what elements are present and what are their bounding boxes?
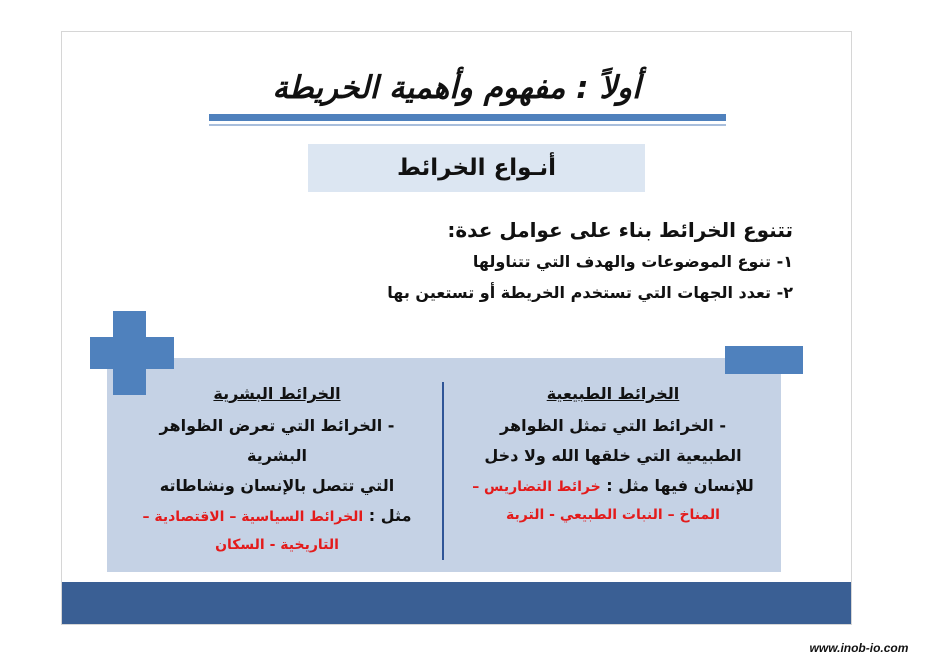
minus-decoration: [725, 346, 803, 374]
human-maps-heading: الخرائط البشرية: [213, 384, 341, 403]
intro-section: [293, 218, 793, 308]
title-underline-thin: [209, 124, 726, 126]
subtitle-box: [308, 144, 645, 192]
title-underline-bar: [209, 114, 726, 121]
human-maps-example-1: الخرائط السياسية – الاقتصادية –: [142, 509, 364, 525]
natural-maps-line-3: [463, 471, 763, 501]
human-maps-example-2: التاريخية - السكان: [215, 537, 339, 553]
natural-maps-heading: الخرائط الطبيعية: [546, 384, 680, 403]
panel-divider: [442, 382, 444, 560]
natural-maps-column: [463, 384, 763, 529]
slide-title: أولاً : مفهوم وأهمية الخريطة: [272, 70, 641, 106]
natural-maps-line-1: - الخرائط التي تمثل الظواهر: [500, 416, 726, 435]
natural-maps-example-2: المناخ – النبات الطبيعي - التربة: [506, 507, 720, 523]
natural-maps-example-1: خرائط التضاريس –: [472, 479, 601, 495]
map-types-panel: [107, 358, 781, 572]
watermark-text: www.inob-io.com: [790, 637, 928, 659]
slide: [61, 31, 852, 625]
human-maps-line-3: [127, 501, 427, 531]
natural-maps-example-prefix: للإنسان فيها مثل :: [600, 476, 754, 495]
human-maps-example-prefix: مثل :: [363, 506, 412, 525]
human-maps-line-2: التي تتصل بالإنسان ونشاطاته: [159, 476, 395, 495]
intro-point-2: ٢- تعدد الجهات التي تستخدم الخريطة أو تستعين بها: [387, 283, 793, 302]
subtitle-text: أنـواع الخرائط: [397, 155, 556, 181]
plus-decoration-horizontal: [90, 337, 174, 369]
intro-point-1: ١- تنوع الموضوعات والهدف التي تتناولها: [472, 252, 793, 271]
intro-heading: تتنوع الخرائط بناء على عوامل عدة:: [447, 218, 793, 242]
footer-bar: [62, 582, 851, 624]
natural-maps-line-2: الطبيعية التي خلقها الله ولا دخل: [484, 446, 742, 465]
human-maps-column: [127, 384, 427, 559]
human-maps-line-1: - الخرائط التي تعرض الظواهر البشرية: [159, 416, 395, 465]
